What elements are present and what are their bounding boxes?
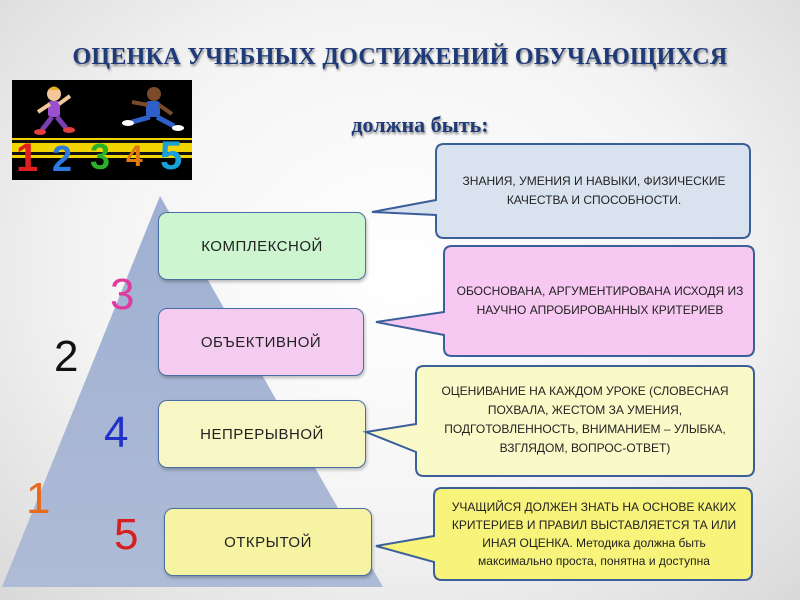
callout-open-text: УЧАЩИЙСЯ ДОЛЖЕН ЗНАТЬ НА ОСНОВЕ КАКИХ КРИТЕРИЕВ И ПРАВИЛ ВЫСТАВЛЯЕТСЯ ТА ИЛИ ИНАЯ ОЦЕНКА. Методика должна быть максимально проста, понятна и доступна xyxy=(451,500,737,568)
number-1-text: 1 xyxy=(26,474,51,523)
number-2-text: 2 xyxy=(54,332,79,381)
number-3-text: 3 xyxy=(110,270,135,319)
callout-objective xyxy=(452,252,748,350)
callout-complex-text: ЗНАНИЯ, УМЕНИЯ И НАВЫКИ, ФИЗИЧЕСКИЕ КАЧЕСТВА И СПОСОБНОСТИ. xyxy=(462,174,726,207)
callout-open xyxy=(444,490,744,578)
label-open: ОТКРЫТОЙ xyxy=(224,533,312,551)
slide-subtitle: должна быть: xyxy=(351,112,489,137)
digit-1: 1 xyxy=(16,136,39,180)
number-5-text: 5 xyxy=(114,510,139,559)
callout-complex xyxy=(446,150,742,232)
number-4-text: 4 xyxy=(104,408,129,457)
label-complex: КОМПЛЕКСНОЙ xyxy=(201,237,323,255)
label-objective: ОБЪЕКТИВНОЙ xyxy=(200,333,322,351)
callout-objective-text: ОБОСНОВАНА, АРГУМЕНТИРОВАНА ИСХОДЯ ИЗ НАУЧНО АПРОБИРОВАННЫХ КРИТЕРИЕВ xyxy=(456,284,744,317)
label-continuous: НЕПРЕРЫВНОЙ xyxy=(200,425,324,443)
digit-2: 2 xyxy=(52,138,73,179)
digit-5: 5 xyxy=(160,134,183,178)
digit-3: 3 xyxy=(90,136,111,177)
slide-title: ОЦЕНКА УЧЕБНЫХ ДОСТИЖЕНИЙ ОБУЧАЮЩИХСЯ xyxy=(72,44,728,70)
callout-continuous xyxy=(422,370,748,470)
digit-4: 4 xyxy=(126,140,143,173)
callout-continuous-text: ОЦЕНИВАНИЕ НА КАЖДОМ УРОКЕ (СЛОВЕСНАЯ ПОХВАЛА, ЖЕСТОМ ЗА УМЕНИЯ, ПОДГОТОВЛЕННОСТЬ, ВНИМАНИЕМ – УЛЫБКА, ВЗГЛЯДОМ, ВОПРОС-ОТВЕТ) xyxy=(441,384,729,455)
